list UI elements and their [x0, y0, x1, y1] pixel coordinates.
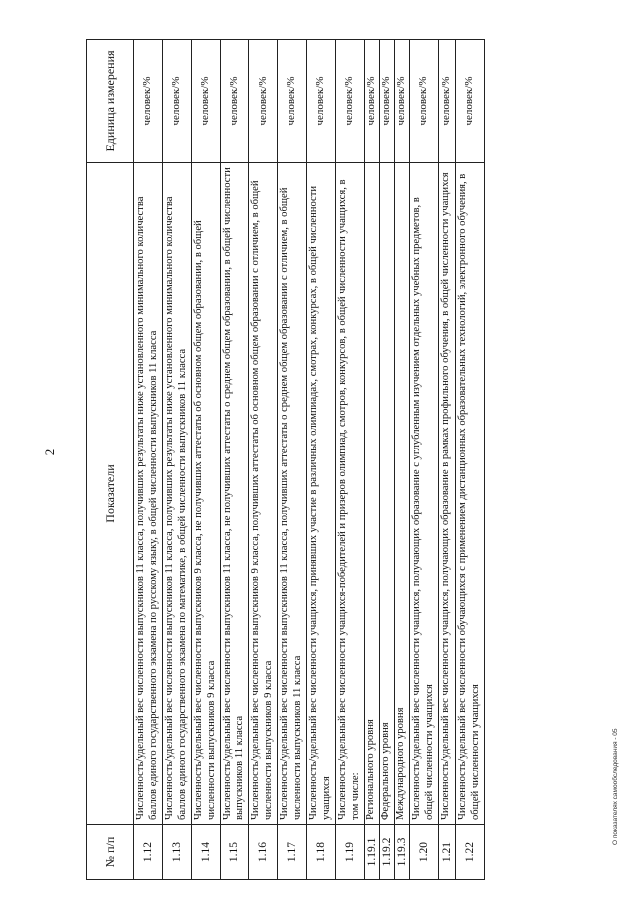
- table-row: [278, 40, 307, 880]
- row-unit: человек/%: [134, 40, 163, 163]
- row-indicator: Численность/удельный вес численности учащихся, получающих образование с углубленным изучением отдельных учебных предметов, в общей численности учащихся: [409, 163, 438, 825]
- row-number: 1.19.3: [394, 825, 409, 880]
- row-indicator: Численность/удельный вес численности выпускников 9 класса, не получивших аттестаты об основном общем образовании, в общей численности выпускников 9 класса: [191, 163, 220, 825]
- row-indicator: Численность/удельный вес численности выпускников 11 класса, получивших результаты ниже установленного минимального количества баллов единого государственного экзамена по русскому языку, в общей численности выпускников 11 класса: [134, 163, 163, 825]
- row-indicator: Численность/удельный вес численности выпускников 11 класса, получивших результаты ниже установленного минимального количества баллов единого государственного экзамена по математике, в общей численности выпускников 11 класса: [162, 163, 191, 825]
- row-unit: человек/%: [191, 40, 220, 163]
- table-row: [220, 40, 249, 880]
- row-number: 1.18: [307, 825, 336, 880]
- row-number: 1.19.2: [379, 825, 394, 880]
- rotated-table-container: [86, 40, 606, 880]
- row-unit: человек/%: [162, 40, 191, 163]
- row-indicator: Численность/удельный вес численности обучающихся с применением дистанционных образовательных технологий, электронного обучения, в общей численности учащихся: [455, 163, 484, 825]
- table-row: [249, 40, 278, 880]
- row-unit: человек/%: [278, 40, 307, 163]
- table-row: [134, 40, 163, 880]
- row-unit: человек/%: [335, 40, 364, 163]
- row-unit: человек/%: [379, 40, 394, 163]
- row-indicator: Численность/удельный вес численности выпускников 11 класса, получивших аттестаты о среднем общем образовании с отличием, в общей численности выпускников 11 класса: [278, 163, 307, 825]
- row-unit: человек/%: [249, 40, 278, 163]
- table-row: [191, 40, 220, 880]
- header-num: № п/п: [87, 825, 134, 880]
- table-row: [162, 40, 191, 880]
- row-unit: человек/%: [455, 40, 484, 163]
- indicators-table: [86, 39, 485, 880]
- row-indicator: Численность/удельный вес численности учащихся-победителей и призеров олимпиад, смотров, конкурсов, в общей численности учащихся, в том числе:: [335, 163, 364, 825]
- page-number: 2: [42, 448, 57, 456]
- row-number: 1.13: [162, 825, 191, 880]
- row-number: 1.21: [438, 825, 455, 880]
- row-unit: человек/%: [220, 40, 249, 163]
- row-indicator: Регионального уровня: [364, 163, 379, 825]
- row-number: 1.20: [409, 825, 438, 880]
- table-row: [364, 40, 379, 880]
- header-unit: Единица измерения: [87, 40, 134, 163]
- table-row: [409, 40, 438, 880]
- row-number: 1.19: [335, 825, 364, 880]
- footer-note: О показателях самообследования - 05: [612, 728, 619, 845]
- row-indicator: Численность/удельный вес численности учащихся, получающих образование в рамках профильного обучения, в общей численности учащихся: [438, 163, 455, 825]
- header-indicator: Показатели: [87, 163, 134, 825]
- table-row: [335, 40, 364, 880]
- row-number: 1.15: [220, 825, 249, 880]
- row-number: 1.14: [191, 825, 220, 880]
- row-unit: человек/%: [394, 40, 409, 163]
- table-row: [307, 40, 336, 880]
- row-unit: человек/%: [364, 40, 379, 163]
- row-indicator: Численность/удельный вес численности выпускников 11 класса, не получивших аттестаты о среднем общем образовании, в общей численности выпускников 11 класса: [220, 163, 249, 825]
- row-unit: человек/%: [409, 40, 438, 163]
- row-indicator: Численность/удельный вес численности учащихся, принявших участие в различных олимпиадах, смотрах, конкурсах, в общей численности учащихся: [307, 163, 336, 825]
- table-row: [455, 40, 484, 880]
- row-number: 1.17: [278, 825, 307, 880]
- table-row: [379, 40, 394, 880]
- row-indicator: Федерального уровня: [379, 163, 394, 825]
- table-header-row: [87, 40, 134, 880]
- row-indicator: Международного уровня: [394, 163, 409, 825]
- table-row: [394, 40, 409, 880]
- table-row: [438, 40, 455, 880]
- row-unit: человек/%: [438, 40, 455, 163]
- row-number: 1.12: [134, 825, 163, 880]
- row-number: 1.22: [455, 825, 484, 880]
- row-indicator: Численность/удельный вес численности выпускников 9 класса, получивших аттестаты об основном общем образовании с отличием, в общей численности выпускников 9 класса: [249, 163, 278, 825]
- row-unit: человек/%: [307, 40, 336, 163]
- row-number: 1.16: [249, 825, 278, 880]
- row-number: 1.19.1: [364, 825, 379, 880]
